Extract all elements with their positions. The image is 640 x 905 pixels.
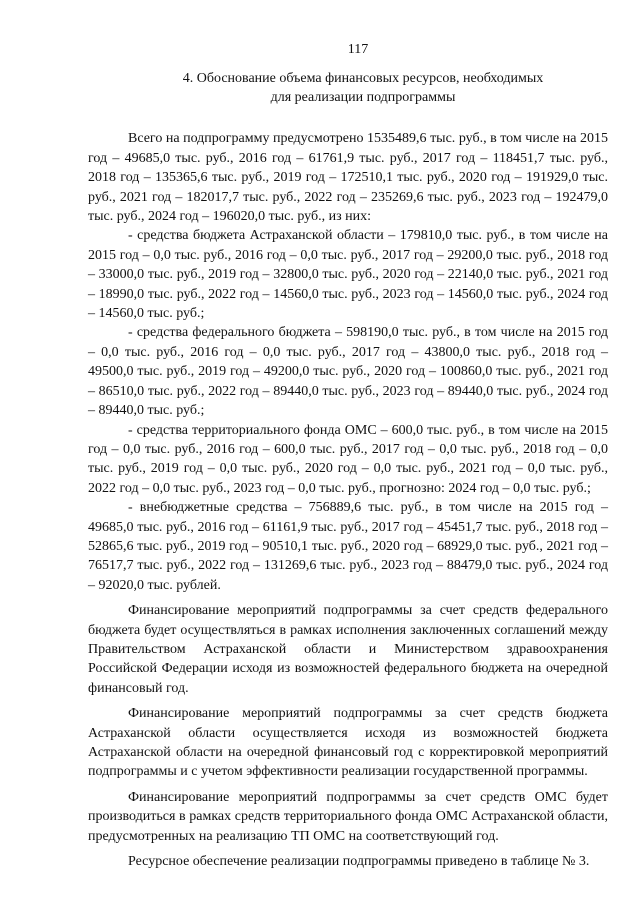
- paragraph-federal-budget: - средства федерального бюджета – 598190,0 тыс. руб., в том числе на 2015 год – 0,0 тыс. руб., 2016 год – 0,0 тыс. руб., 2017 год – 43800,0 тыс. руб., 2018 год – 49500,0 тыс. руб., 2019 год – 49200,0 тыс. руб., 2020 год – 100860,0 тыс. руб., 2021 год – 86510,0 тыс. руб., 2022 год – 89440,0 тыс. руб., 2023 год – 89440,0 тыс. руб., 2024 год – 89440,0 тыс. руб.;: [88, 325, 608, 419]
- paragraph-regional-budget: - средства бюджета Астраханской области – 179810,0 тыс. руб., в том числе на 2015 год – 0,0 тыс. руб., 2016 год – 0,0 тыс. руб., 2017 год – 29200,0 тыс. руб., 2018 год – 33000,0 тыс. руб., 2019 год – 32800,0 тыс. руб., 2020 год – 22140,0 тыс. руб., 2021 год – 18990,0 тыс. руб., 2022 год – 14560,0 тыс. руб., 2023 год – 14560,0 тыс. руб., 2024 год – 14560,0 тыс. руб.;: [88, 228, 608, 322]
- section-heading-line-2: для реализации подпрограммы: [270, 90, 456, 106]
- document-page: [88, 40, 608, 871]
- paragraph-regional-financing: Финансирование мероприятий подпрограммы за счет средств бюджета Астраханской области осуществляется исходя из возможностей бюджета Астраханской области на очередной финансовый год с корректировкой мероприятий подпрограммы и с учетом эффективности реализации государственной программы.: [88, 706, 608, 780]
- paragraph-extrabudgetary: - внебюджетные средства – 756889,6 тыс. руб., в том числе на 2015 год – 49685,0 тыс. руб., 2016 год – 61161,9 тыс. руб., 2017 год – 45451,7 тыс. руб., 2018 год – 52865,6 тыс. руб., 2019 год – 90510,1 тыс. руб., 2020 год – 68929,0 тыс. руб., 2021 год – 76517,7 тыс. руб., 2022 год – 131269,6 тыс. руб., 2023 год – 88479,0 тыс. руб., 2024 год – 92020,0 тыс. рублей.: [88, 500, 608, 593]
- paragraph-oms-fund: - средства территориального фонда ОМС – 600,0 тыс. руб., в том числе на 2015 год – 0,0 тыс. руб., 2016 год – 600,0 тыс. руб., 2017 год – 0,0 тыс. руб., 2018 год – 0,0 тыс. руб., 2019 год – 0,0 тыс. руб., 2020 год – 0,0 тыс. руб., 2021 год – 0,0 тыс. руб., 2022 год – 0,0 тыс. руб., 2023 год – 0,0 тыс. руб., прогнозно: 2024 год – 0,0 тыс. руб.;: [88, 422, 608, 496]
- section-heading: [88, 69, 608, 107]
- paragraph-total-funding: Всего на подпрограмму предусмотрено 1535489,6 тыс. руб., в том числе на 2015 год – 49685,0 тыс. руб., 2016 год – 61761,9 тыс. руб., 2017 год – 118451,7 тыс. руб., 2018 год – 135365,6 тыс. руб., 2019 год – 172510,1 тыс. руб., 2020 год – 191929,0 тыс. руб., 2021 год – 182017,7 тыс. руб., 2022 год – 235269,6 тыс. руб., 2023 год – 192479,0 тыс. руб., 2024 год – 196020,0 тыс. руб., из них:: [88, 131, 608, 225]
- paragraph-resource-table-ref: Ресурсное обеспечение реализации подпрограммы приведено в таблице № 3.: [128, 854, 590, 870]
- page-number: 117: [347, 42, 369, 57]
- section-heading-line-1: 4. Обоснование объема финансовых ресурсов, необходимых: [182, 71, 544, 87]
- paragraph-oms-financing: Финансирование мероприятий подпрограммы за счет средств ОМС будет производиться в рамках средств территориального фонда ОМС Астраханской области, предусмотренных на реализацию ТП ОМС на соответствующий год.: [88, 789, 608, 844]
- paragraph-federal-financing: Финансирование мероприятий подпрограммы за счет средств федерального бюджета будет осуществляться в рамках исполнения заключенных соглашений между Правительством Астраханской области и Министерством здравоохранения Российской Федерации исходя из возможностей федерального бюджета на очередной финансовый год.: [88, 603, 608, 696]
